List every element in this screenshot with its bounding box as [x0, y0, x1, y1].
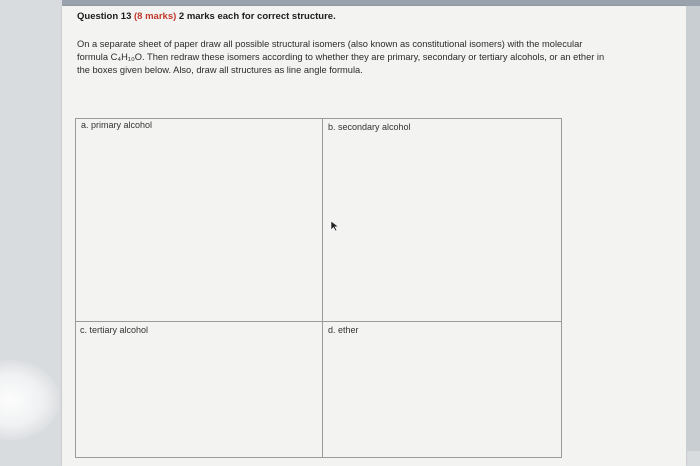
question-title: [77, 11, 336, 22]
grid-vertical-divider: [322, 118, 323, 458]
question-instructions: On a separate sheet of paper draw all possible structural isomers (also known as constitutional isomers) with the molecular formula C₄H₁₀O. Then redraw these isomers according to whether they are primary, secondary or tertiary alcohols, or an ether in the boxes given below. Also, draw all structures as line angle formula.: [77, 39, 605, 76]
box-label-ether: d. ether: [328, 325, 359, 335]
box-label-secondary-alcohol: b. secondary alcohol: [328, 122, 411, 132]
box-label-primary-alcohol: a. primary alcohol: [81, 120, 153, 130]
question-number: Question 13: [77, 11, 132, 22]
scrollbar-area[interactable]: [686, 6, 700, 451]
mouse-cursor-icon: [330, 220, 340, 232]
answer-grid: [75, 118, 562, 458]
light-glare: [0, 360, 60, 440]
box-label-tertiary-alcohol: c. tertiary alcohol: [80, 325, 149, 335]
grid-horizontal-divider: [75, 321, 562, 322]
question-marks: (8 marks): [134, 11, 177, 22]
question-marks-note: 2 marks each for correct structure.: [178, 11, 336, 22]
